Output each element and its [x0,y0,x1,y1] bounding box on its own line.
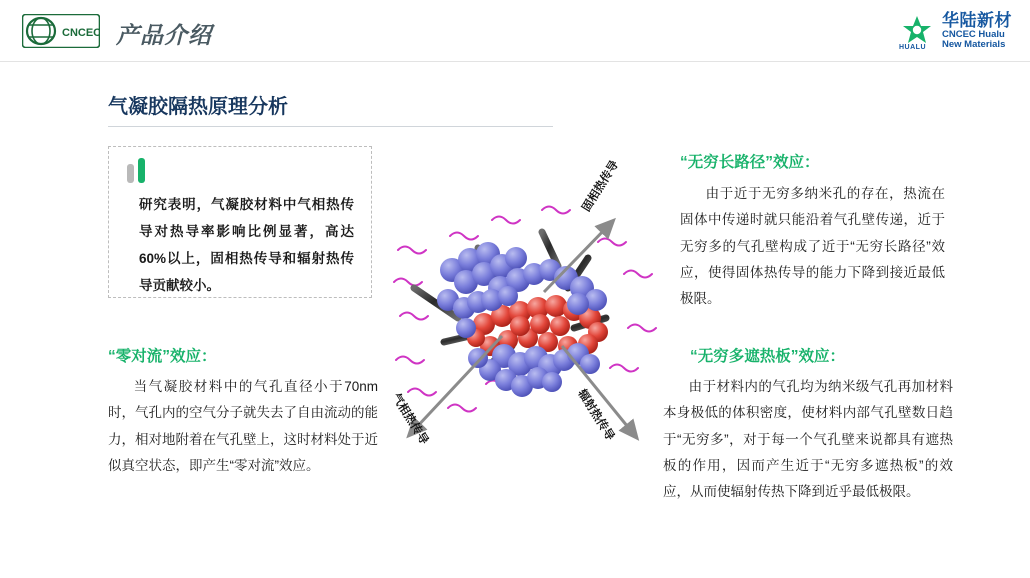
infinite-shield-body: 由于材料内的气孔均为纳米级气孔再加材料本身极低的体积密度，使材料内部气孔壁数日趋于“无穷多”，对于每一个气孔壁来说都具有遮热板的作用，因而产生近于“无穷多遮热板”的效应，从而使辐射传热下降到近乎最低极限。 [663,379,953,500]
page-title: 产品介绍 [116,22,212,48]
slide-header [0,0,1030,62]
infinite-shield-title: “无穷多遮热板”效应： [690,348,846,365]
zero-convection-body: 当气凝胶材料中的气孔直径小于70nm时，气孔内的空气分子就失去了自由流动的能力，相对地附着在气孔壁上，这时材料处于近似真空状态，即产生“零对流”效应。 [108,379,378,473]
label-solid-conduction: 固相热传导 [580,158,622,214]
infinite-path-body: 由于近于无穷多纳米孔的存在，热流在固体中传递时就只能沿着气孔壁传递，近于无穷多的气孔壁构成了近于“无穷长路径”效应，使得固体热传导的能力下降到接近最低极限。 [680,186,945,307]
label-radiative-conduction: 辐射热传导 [575,387,616,443]
header-divider [0,61,1030,62]
svg-text:CNCEC: CNCEC [62,27,100,39]
label-gas-conduction: 气相热传导 [389,391,430,447]
hualu-logo-mark [899,13,935,49]
section-title: 气凝胶隔热原理分析 [108,96,288,118]
callout-box [108,146,372,298]
hualu-logo [899,10,1012,52]
aerogel-structure-diagram [392,196,662,496]
section-divider [108,126,553,127]
callout-text: 研究表明，气凝胶材料中气相热传导对热导率影响比例显著，高达60%以上，固相热传导和辐射热传导贡献较小。 [139,197,354,293]
infinite-path-title: “无穷长路径”效应： [680,154,820,171]
hualu-logo-cn: 华陆新材 [942,11,1012,31]
zero-convection-title: “零对流”效应： [108,348,217,365]
hualu-mark-label: HUALU [899,44,926,51]
hualu-logo-en-line1: CNCEC Hualu [942,28,1005,40]
bar-chart-icon [127,158,145,183]
hualu-logo-en-line2: New Materials [942,38,1006,50]
cncec-logo [22,14,100,48]
